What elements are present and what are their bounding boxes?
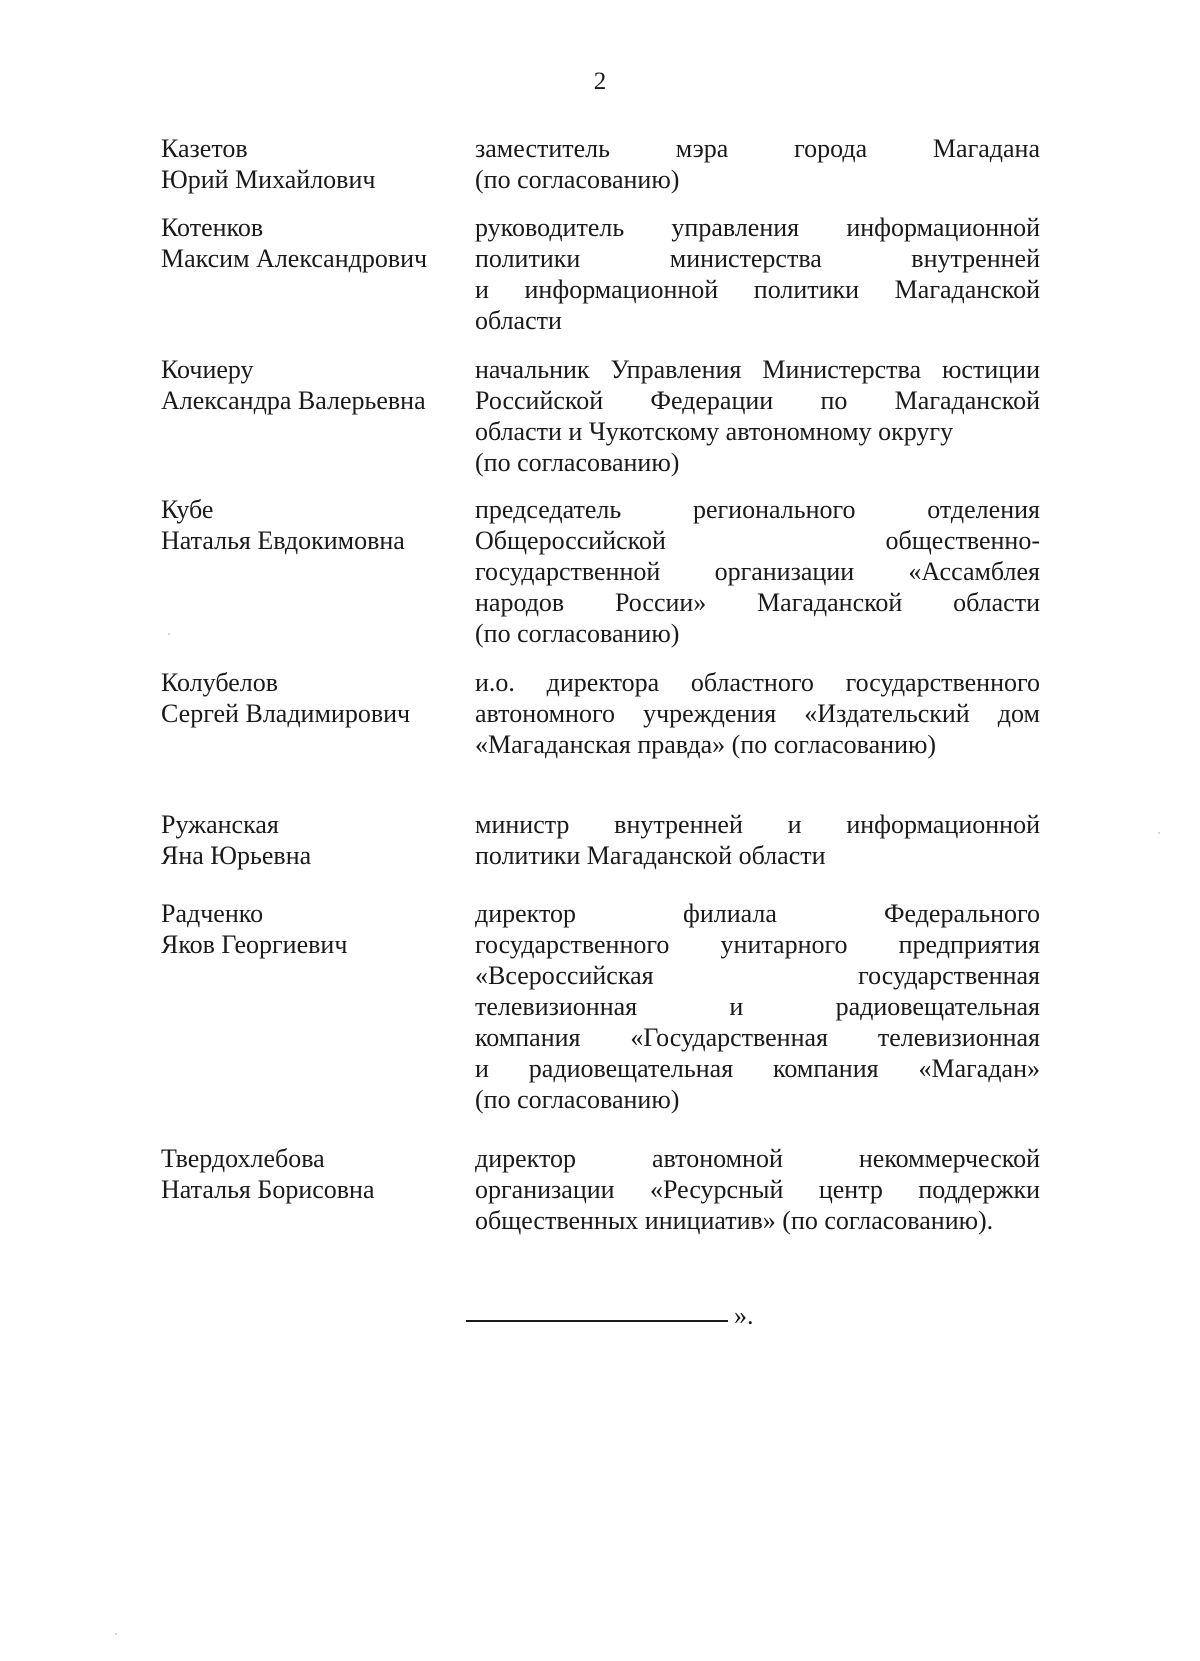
member-name [161,809,461,871]
role-line: автономного учреждения «Издательский дом [475,699,1040,728]
role-line: начальник Управления Министерства юстиции [475,355,1040,384]
scan-speck [168,633,170,635]
scan-speck [115,1633,117,1635]
role-line: председатель регионального отделения [475,495,1040,524]
member-surname: Радченко [161,899,264,928]
member-role [475,667,1040,760]
member-surname: Кочиеру [161,355,254,384]
role-line: политики министерства внутренней [475,244,1040,273]
closing-rule [466,1320,728,1322]
role-line: «Магаданская правда» (по согласованию) [475,730,937,759]
role-line: области [475,306,562,335]
member-name [161,354,461,416]
member-surname: Твердохлебова [161,1144,325,1173]
role-line: министр внутренней и информационной [475,810,1040,839]
role-line: области и Чукотскому автономному округу [475,417,954,446]
member-given-names: Сергей Владимирович [161,699,411,728]
role-line: Российской Федерации по Магаданской [475,386,1040,415]
member-given-names: Наталья Борисовна [161,1175,375,1204]
role-line: и.о. директора областного государственного [475,668,1040,697]
member-role [475,494,1040,649]
member-name [161,212,461,274]
member-name [161,667,461,729]
role-line: (по согласованию) [475,165,680,194]
member-given-names: Наталья Евдокимовна [161,526,405,555]
member-surname: Кубе [161,495,214,524]
member-given-names: Максим Александрович [161,244,428,273]
role-line: руководитель управления информационной [475,213,1040,242]
closing-quote: ». [734,1301,754,1330]
role-line: государственного унитарного предприятия [475,930,1040,959]
member-surname: Котенков [161,213,264,242]
member-given-names: Яков Георгиевич [161,930,348,959]
member-surname: Ружанская [161,810,279,839]
role-line: политики Магаданской области [475,841,826,870]
role-line: (по согласованию) [475,448,680,477]
member-role [475,212,1040,336]
member-role [475,133,1040,195]
role-line: народов России» Магаданской области [475,588,1040,617]
role-line: «Всероссийская государственная [475,961,1040,990]
member-surname: Казетов [161,134,248,163]
role-line: (по согласованию) [475,619,680,648]
member-role [475,898,1040,1115]
member-role [475,1143,1040,1236]
role-line: (по согласованию) [475,1085,680,1114]
role-line: Общероссийской общественно- [475,526,1040,555]
role-line: телевизионная и радиовещательная [475,992,1040,1021]
member-surname: Колубелов [161,668,279,697]
member-name [161,1143,461,1205]
role-line: организации «Ресурсный центр поддержки [475,1175,1040,1204]
member-name [161,133,461,195]
scan-speck [1158,832,1160,834]
role-line: директор филиала Федерального [475,899,1040,928]
member-given-names: Александра Валерьевна [161,386,426,415]
role-line: и информационной политики Магаданской [475,275,1040,304]
role-line: государственной организации «Ассамблея [475,557,1040,586]
role-line: директор автономной некоммерческой [475,1144,1040,1173]
member-role [475,354,1040,478]
role-line: заместитель мэра города Магадана [475,134,1040,163]
member-given-names: Юрий Михайлович [161,165,376,194]
member-given-names: Яна Юрьевна [161,841,312,870]
member-name [161,494,461,556]
member-name [161,898,461,960]
role-line: и радиовещательная компания «Магадан» [475,1054,1040,1083]
role-line: общественных инициатив» (по согласованию). [475,1206,994,1235]
member-role [475,809,1040,871]
page-number: 2 [593,68,607,95]
role-line: компания «Государственная телевизионная [475,1023,1040,1052]
